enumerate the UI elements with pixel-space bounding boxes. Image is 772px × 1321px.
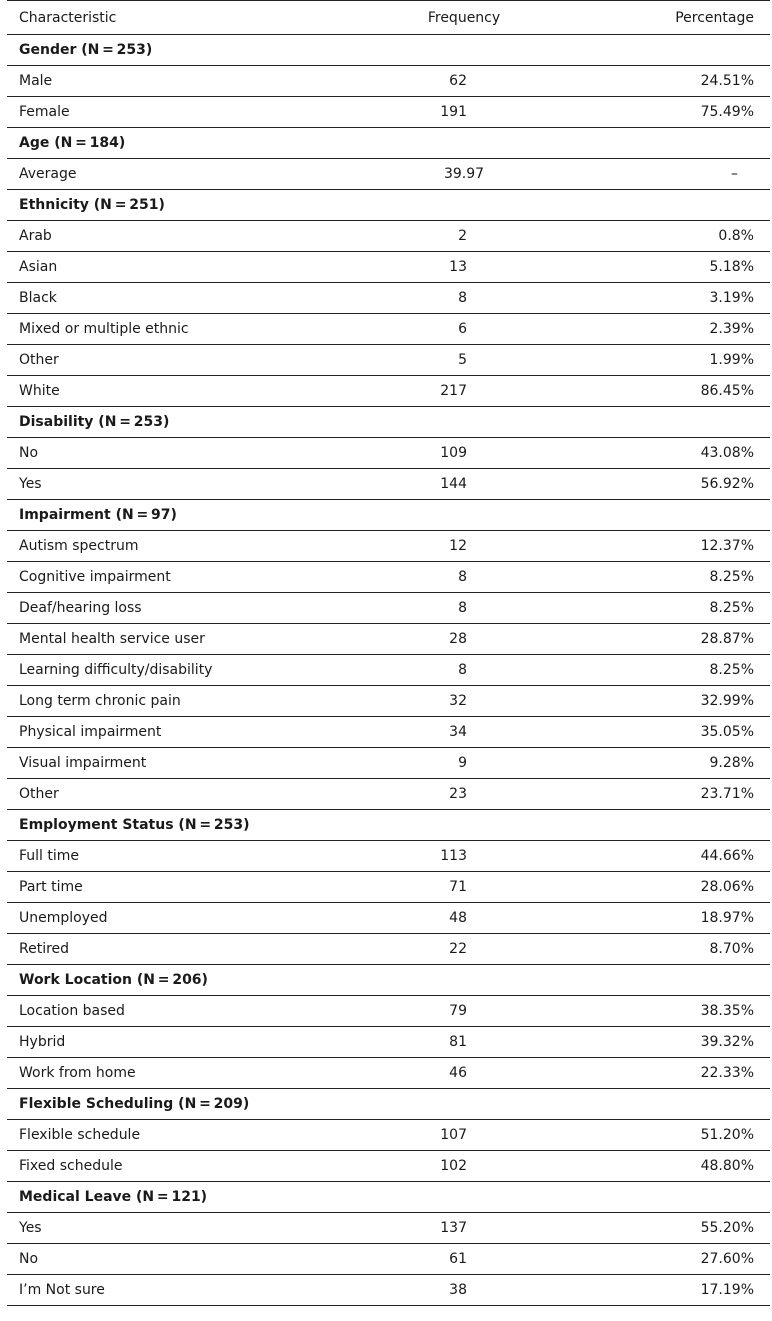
characteristic-cell: White [19,383,60,399]
percentage-cell: 22.33% [700,1065,754,1081]
percentage-cell: 3.19% [709,290,754,306]
table-header-row [7,1,770,35]
table-row [7,314,770,345]
table-row [7,66,770,97]
frequency-cell: 2 [458,228,467,244]
percentage-cell: 2.39% [709,321,754,337]
table-row [7,1120,770,1151]
section-header-row [7,500,770,531]
characteristic-cell: Autism spectrum [19,538,139,554]
demographics-table [7,0,770,1306]
section-header-row [7,965,770,996]
table-row [7,717,770,748]
section-title: Ethnicity (N = 251) [19,197,165,213]
section-header-row [7,128,770,159]
table-row [7,1027,770,1058]
frequency-cell: 28 [449,631,467,647]
characteristic-cell: Mixed or multiple ethnic [19,321,189,337]
header-percentage: Percentage [675,9,754,26]
section-title: Impairment (N = 97) [19,507,177,523]
table-row [7,996,770,1027]
table-body [7,35,770,1306]
frequency-cell: 22 [449,941,467,957]
table-row [7,1275,770,1306]
characteristic-cell: Full time [19,848,80,864]
characteristic-cell: Unemployed [19,910,108,926]
frequency-cell: 144 [440,476,467,492]
characteristic-cell: Asian [19,259,58,275]
table-row [7,655,770,686]
characteristic-cell: Black [19,290,57,306]
characteristic-cell: Yes [19,1220,42,1236]
frequency-cell: 191 [440,104,467,120]
table-row [7,221,770,252]
section-title: Medical Leave (N = 121) [19,1189,208,1205]
percentage-cell: 32.99% [700,693,754,709]
characteristic-cell: Flexible schedule [19,1127,141,1143]
characteristic-cell: Yes [19,476,42,492]
table-row [7,283,770,314]
characteristic-cell: Learning difficulty/disability [19,662,213,678]
characteristic-cell: Other [19,786,59,802]
characteristic-cell: Male [19,73,53,89]
percentage-cell: 35.05% [700,724,754,740]
frequency-cell: 109 [440,445,467,461]
percentage-cell: 12.37% [700,538,754,554]
percentage-cell: 56.92% [700,476,754,492]
section-header-row [7,407,770,438]
table-row [7,686,770,717]
percentage-cell: 23.71% [700,786,754,802]
frequency-cell: 38 [449,1282,467,1298]
characteristic-cell: Work from home [19,1065,136,1081]
percentage-cell: 8.25% [709,662,754,678]
section-header-row [7,35,770,66]
percentage-cell: 51.20% [700,1127,754,1143]
frequency-cell: 113 [440,848,467,864]
percentage-cell: – [731,166,738,182]
characteristic-cell: No [19,1251,39,1267]
percentage-cell: 55.20% [700,1220,754,1236]
frequency-cell: 5 [458,352,467,368]
section-title: Gender (N = 253) [19,42,153,58]
frequency-cell: 34 [449,724,467,740]
frequency-cell: 107 [440,1127,467,1143]
frequency-cell: 9 [458,755,467,771]
frequency-cell: 102 [440,1158,467,1174]
table-row [7,779,770,810]
section-title: Work Location (N = 206) [19,972,208,988]
frequency-cell: 8 [458,290,467,306]
characteristic-cell: Average [19,166,77,182]
section-title: Employment Status (N = 253) [19,817,250,833]
table-row [7,345,770,376]
table-row [7,748,770,779]
frequency-cell: 217 [440,383,467,399]
characteristic-cell: Retired [19,941,70,957]
percentage-cell: 8.25% [709,600,754,616]
frequency-cell: 79 [449,1003,467,1019]
percentage-cell: 5.18% [709,259,754,275]
section-header-row [7,1089,770,1120]
percentage-cell: 43.08% [700,445,754,461]
table-row [7,841,770,872]
frequency-cell: 71 [449,879,467,895]
percentage-cell: 86.45% [700,383,754,399]
table-row [7,469,770,500]
percentage-cell: 44.66% [700,848,754,864]
percentage-cell: 17.19% [700,1282,754,1298]
characteristic-cell: Location based [19,1003,125,1019]
table-row [7,1244,770,1275]
frequency-cell: 81 [449,1034,467,1050]
section-header-row [7,810,770,841]
table-row [7,562,770,593]
table-row [7,97,770,128]
frequency-cell: 39.97 [443,166,485,182]
frequency-cell: 8 [458,662,467,678]
section-header-row [7,1182,770,1213]
table-row [7,593,770,624]
characteristic-cell: Other [19,352,59,368]
characteristic-cell: Female [19,104,70,120]
table-row [7,934,770,965]
percentage-cell: 8.70% [709,941,754,957]
characteristic-cell: Cognitive impairment [19,569,171,585]
section-title: Disability (N = 253) [19,414,170,430]
percentage-cell: 18.97% [700,910,754,926]
frequency-cell: 62 [449,73,467,89]
characteristic-cell: Arab [19,228,52,244]
table-row [7,1213,770,1244]
characteristic-cell: Long term chronic pain [19,693,181,709]
frequency-cell: 6 [458,321,467,337]
characteristic-cell: Physical impairment [19,724,162,740]
percentage-cell: 75.49% [700,104,754,120]
section-title: Flexible Scheduling (N = 209) [19,1096,250,1112]
table-row [7,159,770,190]
table-row [7,1058,770,1089]
table-row [7,1151,770,1182]
frequency-cell: 23 [449,786,467,802]
percentage-cell: 24.51% [700,73,754,89]
frequency-cell: 8 [458,569,467,585]
table-row [7,872,770,903]
percentage-cell: 48.80% [700,1158,754,1174]
characteristic-cell: Part time [19,879,83,895]
table-row [7,624,770,655]
frequency-cell: 8 [458,600,467,616]
frequency-cell: 61 [449,1251,467,1267]
characteristic-cell: I’m Not sure [19,1282,105,1298]
frequency-cell: 32 [449,693,467,709]
percentage-cell: 28.87% [700,631,754,647]
frequency-cell: 46 [449,1065,467,1081]
header-frequency: Frequency [427,9,501,26]
percentage-cell: 39.32% [700,1034,754,1050]
table-row [7,438,770,469]
section-title: Age (N = 184) [19,135,126,151]
percentage-cell: 0.8% [718,228,754,244]
frequency-cell: 12 [449,538,467,554]
frequency-cell: 13 [449,259,467,275]
table-row [7,903,770,934]
characteristic-cell: Deaf/hearing loss [19,600,142,616]
percentage-cell: 28.06% [700,879,754,895]
frequency-cell: 137 [440,1220,467,1236]
table-row [7,252,770,283]
percentage-cell: 38.35% [700,1003,754,1019]
header-characteristic: Characteristic [19,9,117,26]
characteristic-cell: Fixed schedule [19,1158,123,1174]
table-row [7,376,770,407]
percentage-cell: 8.25% [709,569,754,585]
percentage-cell: 1.99% [709,352,754,368]
frequency-cell: 48 [449,910,467,926]
percentage-cell: 9.28% [709,755,754,771]
table-row [7,531,770,562]
characteristic-cell: Visual impairment [19,755,147,771]
percentage-cell: 27.60% [700,1251,754,1267]
characteristic-cell: Mental health service user [19,631,205,647]
section-header-row [7,190,770,221]
characteristic-cell: No [19,445,39,461]
characteristic-cell: Hybrid [19,1034,66,1050]
